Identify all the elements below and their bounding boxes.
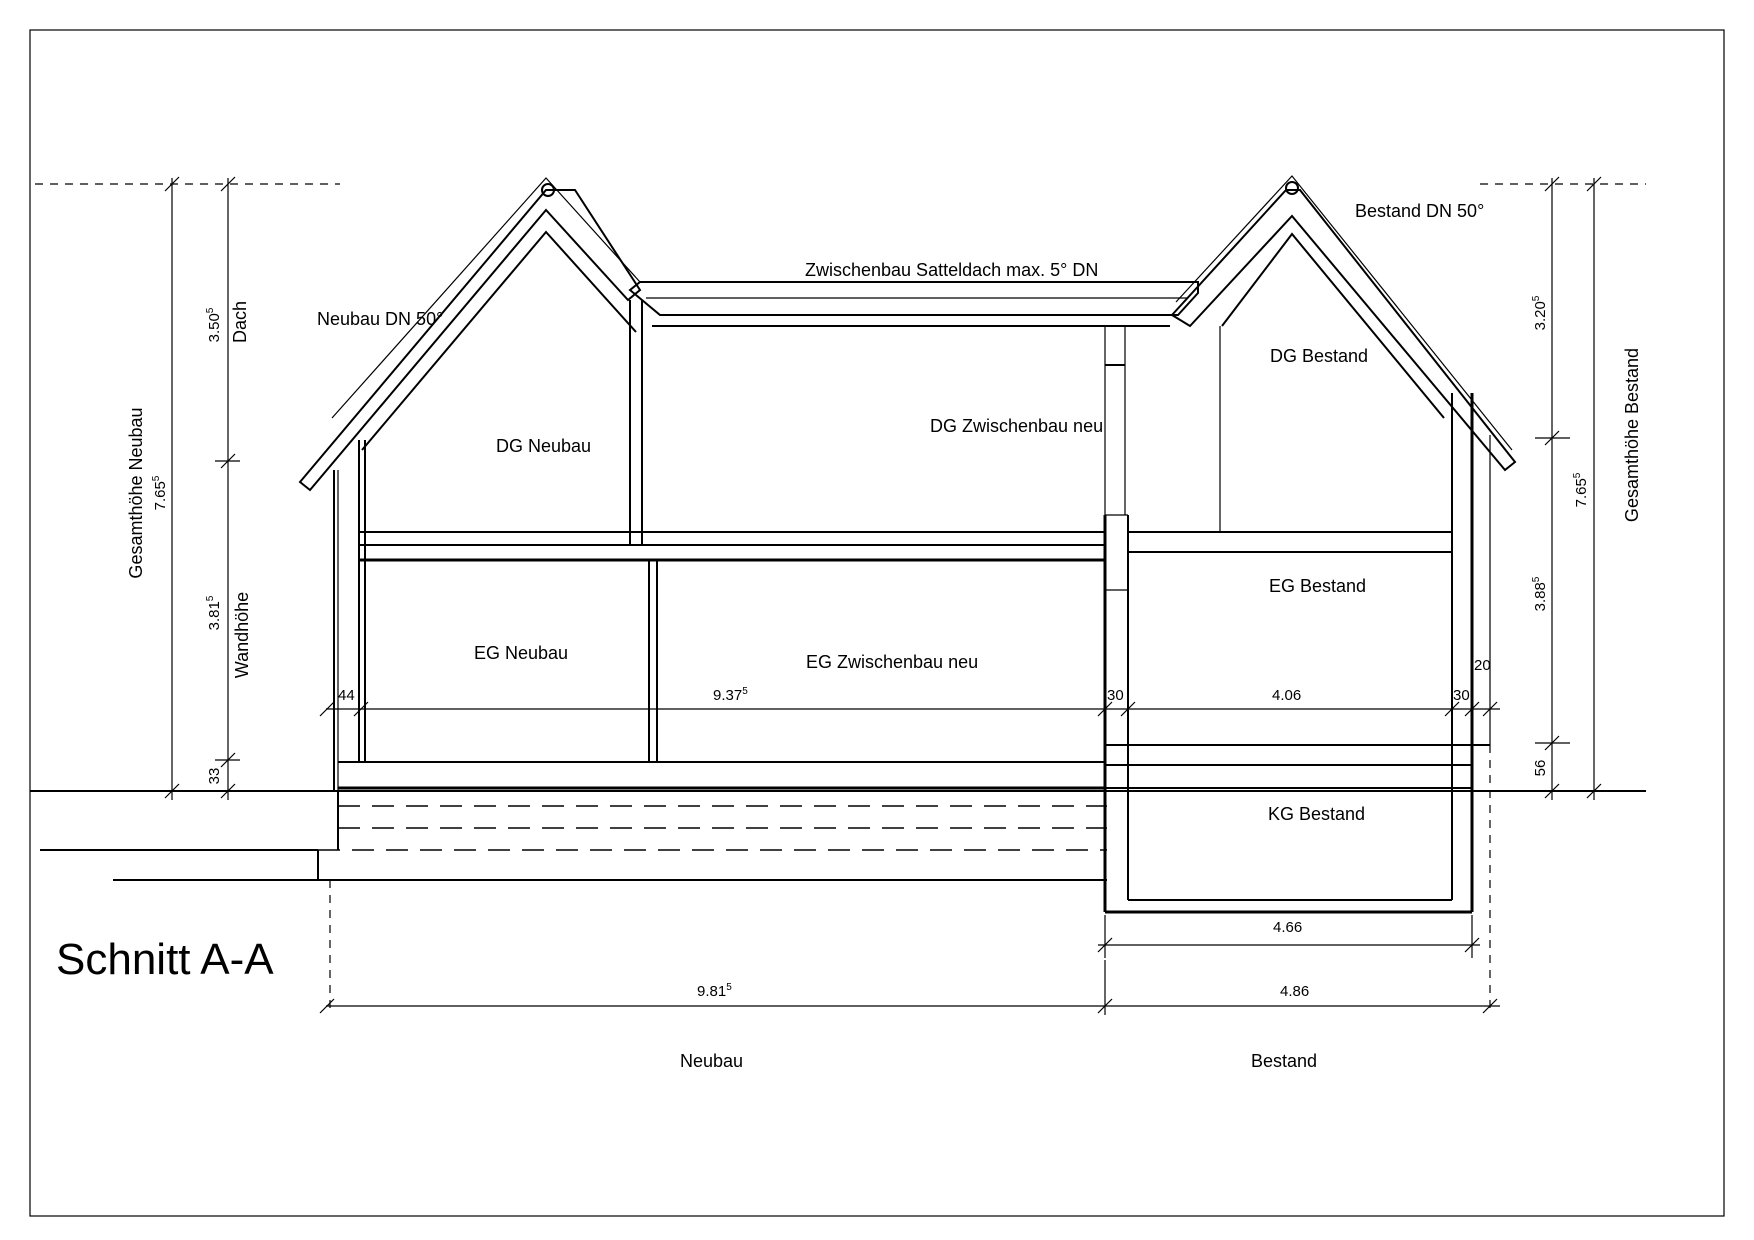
section-bestand-label: Bestand (1251, 1051, 1318, 1071)
dim-right-base: 56 (1532, 759, 1549, 777)
zwischenbau (630, 282, 1198, 515)
dim-left-dach: 3.50$^5$ (205, 307, 223, 343)
room-dg-zwischenbau: DG Zwischenbau neu (930, 416, 1104, 436)
room-dg-bestand: DG Bestand (1270, 346, 1369, 366)
dim-right-wand: 3.88$^5$ (1531, 576, 1549, 612)
room-eg-zwischenbau: EG Zwischenbau neu (806, 652, 979, 672)
dim-w-406: 4.06 (1272, 687, 1302, 704)
dim-right-total: 7.65$^5$ (1572, 472, 1590, 508)
roof-label-neubau: Neubau DN 50° (317, 309, 444, 329)
dim-w-30a: 30 (1107, 687, 1124, 704)
label-wandhoehe: Wandhöhe (232, 591, 252, 679)
dim-left-base: 33 (206, 767, 223, 785)
dim-left-wand: 3.81$^5$ (205, 595, 223, 631)
roof-label-zwischenbau: Zwischenbau Satteldach max. 5° DN (805, 260, 1099, 280)
dim-w-20: 20 (1474, 657, 1491, 674)
dim-w-937: 9.37$^5$ (713, 686, 748, 704)
width-dimensions (320, 702, 1500, 1015)
roof-label-bestand: Bestand DN 50° (1355, 201, 1485, 221)
room-dg-neubau: DG Neubau (496, 436, 592, 456)
label-gesamthoehe-bestand: Gesamthöhe Bestand (1622, 347, 1642, 523)
room-kg-bestand: KG Bestand (1268, 804, 1366, 824)
dim-w-44: 44 (338, 687, 355, 704)
dim-w-466: 4.66 (1273, 919, 1303, 936)
dim-left-total: 7.65$^5$ (151, 475, 169, 511)
dim-w-486: 4.86 (1280, 983, 1310, 1000)
room-eg-bestand: EG Bestand (1269, 576, 1367, 596)
ground (30, 791, 1646, 880)
label-gesamthoehe-neubau: Gesamthöhe Neubau (126, 407, 146, 579)
dim-w-30b: 30 (1453, 687, 1470, 704)
bestand-building (1105, 176, 1515, 912)
room-eg-neubau: EG Neubau (474, 643, 569, 663)
drawing-title: Schnitt A-A (56, 935, 274, 984)
label-dach: Dach (230, 300, 250, 344)
section-neubau-label: Neubau (680, 1051, 744, 1071)
dim-w-981: 9.81$^5$ (697, 982, 732, 1000)
dim-right-dach: 3.20$^5$ (1531, 295, 1549, 331)
